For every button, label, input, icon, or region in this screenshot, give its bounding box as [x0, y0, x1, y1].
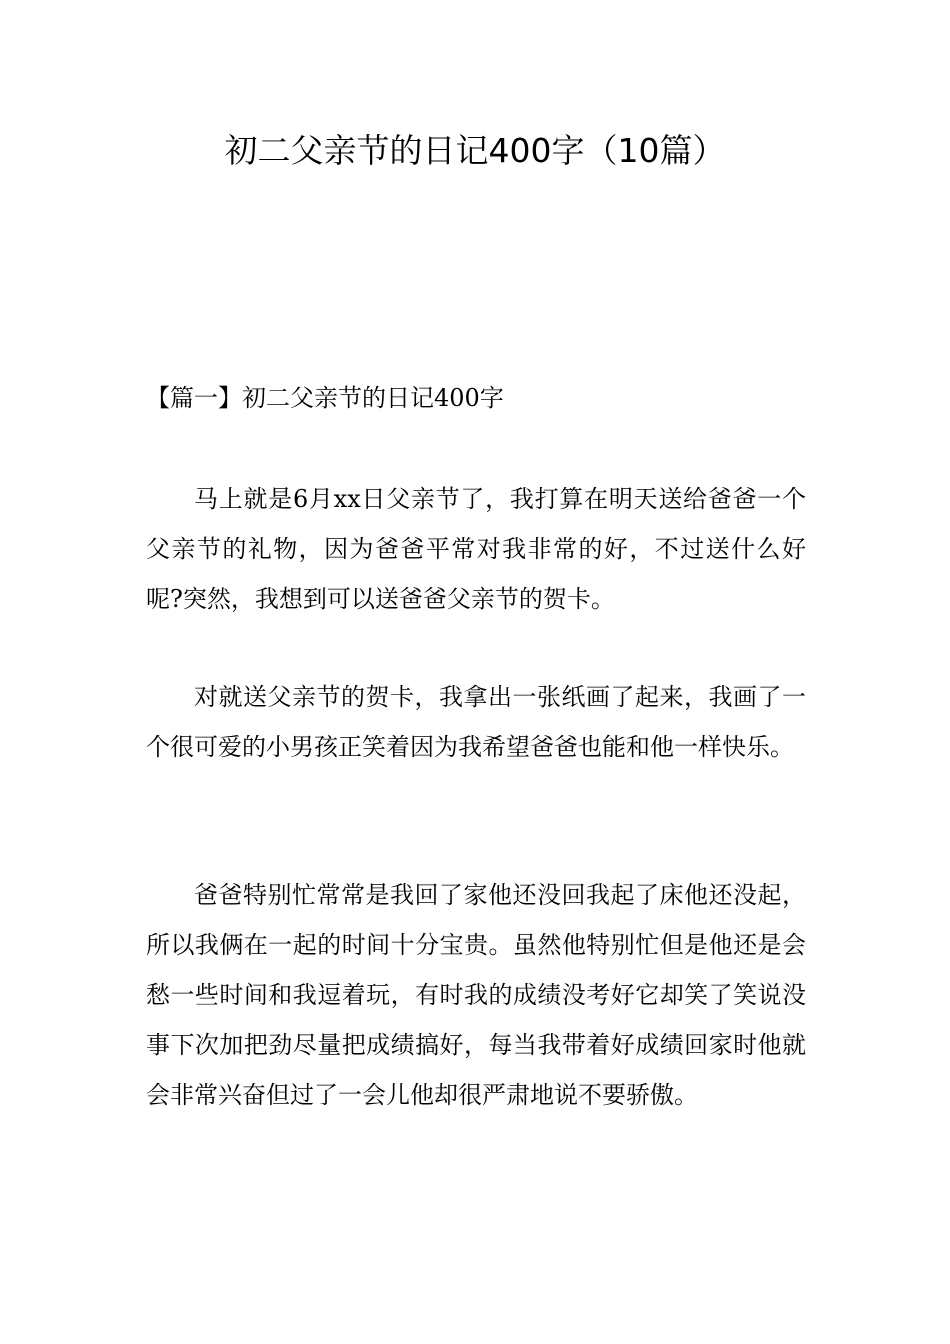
paragraph-2: 对就送父亲节的贺卡，我拿出一张纸画了起来，我画了一个很可爱的小男孩正笑着因为我希望爸爸也能和他一样快乐。 [146, 683, 806, 761]
paragraph-1: 马上就是6月xx日父亲节了，我打算在明天送给爸爸一个父亲节的礼物，因为爸爸平常对我非常的好，不过送什么好呢?突然，我想到可以送爸爸父亲节的贺卡。 [146, 485, 806, 613]
section-heading: 【篇一】初二父亲节的日记400字 [146, 384, 504, 412]
document-title: 初二父亲节的日记400字（10篇） [224, 131, 726, 170]
paragraph-3: 爸爸特别忙常常是我回了家他还没回我起了床他还没起，所以我俩在一起的时间十分宝贵。虽然他特别忙但是他还是会愁一些时间和我逗着玩，有时我的成绩没考好它却笑了笑说没事下次加把劲尽量把成绩搞好，每当我带着好成绩回家时他就会非常兴奋但过了一会儿他却很严肃地说不要骄傲。 [146, 881, 806, 1109]
